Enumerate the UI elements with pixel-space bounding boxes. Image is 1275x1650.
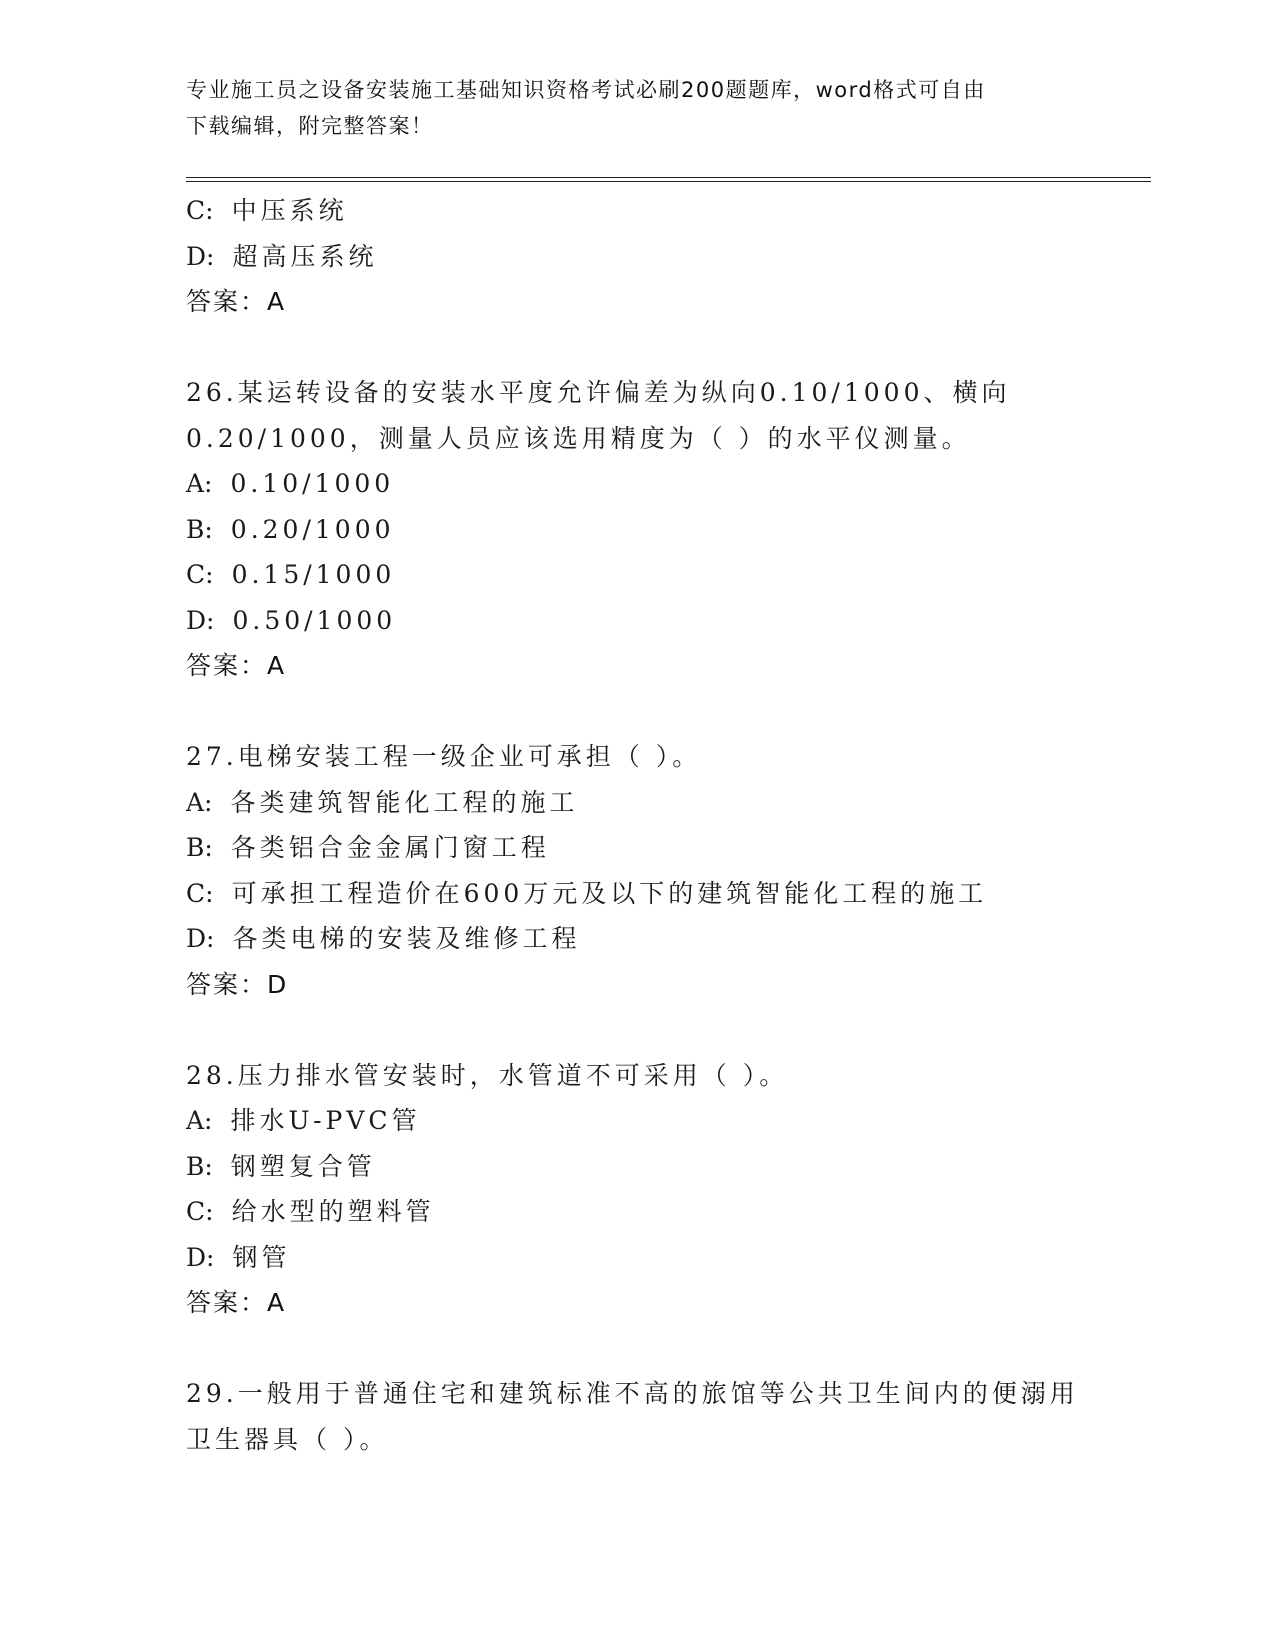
option-d: D: 超高压系统 [186,241,378,271]
option-b: B: 0.20/1000 [186,514,395,544]
option-b: B: 钢塑复合管 [186,1151,376,1181]
question-26 [186,370,1151,689]
option-c: C: 0.15/1000 [186,560,396,589]
answer: 答案：D [186,969,289,999]
question-stem-continued: 0.20/1000，测量人员应该选用精度为（ ）的水平仪测量。 [186,423,971,453]
document-header [186,72,1076,144]
answer: 答案：A [186,1288,287,1317]
option-c: C: 中压系统 [186,196,348,225]
question-28 [186,1053,1151,1326]
question-27 [186,734,1151,1007]
option-b: B: 各类铝合金金属门窗工程 [186,833,550,862]
option-a: A: 各类建筑智能化工程的施工 [186,787,579,817]
option-a: A: 排水U-PVC管 [186,1106,421,1135]
question-stem: 28.压力排水管安装时，水管道不可采用（ ）。 [186,1060,789,1090]
question-stem: 26.某运转设备的安装水平度允许偏差为纵向0.10/1000、横向 [186,378,1011,407]
question-stem-continued: 卫生器具（ ）。 [186,1424,389,1454]
header-line-2: 下载编辑，附完整答案！ [186,114,434,138]
option-c: C: 可承担工程造价在600万元及以下的建筑智能化工程的施工 [186,878,988,908]
document-body [186,188,1151,1462]
answer: 答案：A [186,651,287,680]
question-29 [186,1371,1151,1462]
option-d: D: 各类电梯的安装及维修工程 [186,924,581,953]
option-c: C: 给水型的塑料管 [186,1197,435,1226]
question-stem: 27.电梯安装工程一级企业可承担（ ）。 [186,742,702,771]
question-25-continuation [186,188,1151,325]
header-line-1: 专业施工员之设备安装施工基础知识资格考试必刷200题题库，word格式可自由 [186,78,986,102]
option-d: D: 钢管 [186,1242,291,1272]
header-divider [186,177,1151,182]
question-stem: 29.一般用于普通住宅和建筑标准不高的旅馆等公共卫生间内的便溺用 [186,1379,1079,1408]
option-a: A: 0.10/1000 [186,469,395,498]
answer: 答案：A [186,287,287,316]
option-d: D: 0.50/1000 [186,605,397,635]
